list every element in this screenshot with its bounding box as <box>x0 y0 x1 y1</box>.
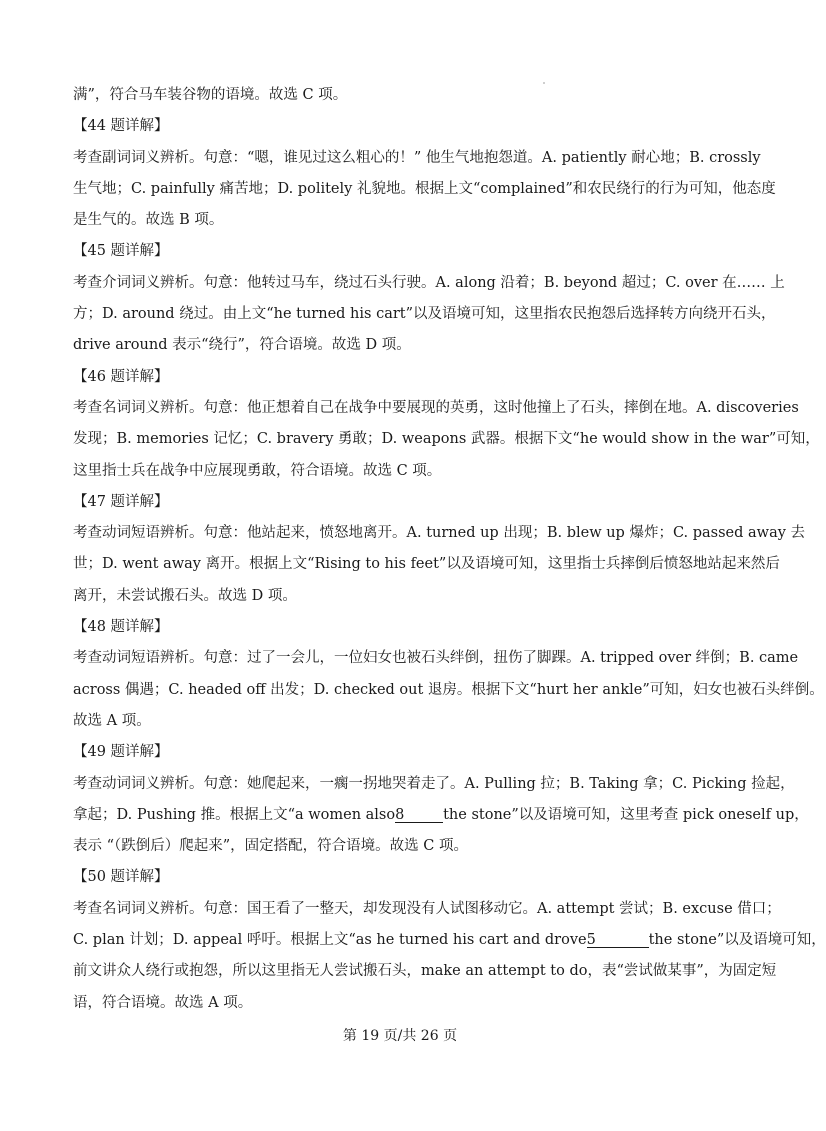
q48-section <box>73 612 824 737</box>
q50-line-1: 考查名词词义辨析。句意：国王看了一整天，却发现没有人试图移动它。A. attempt 尝试；B. excuse 借口； <box>73 900 781 917</box>
q44-title: 【44 题详解】 <box>73 118 169 135</box>
page-number-footer: 第 19 页/共 26 页 <box>342 1028 458 1044</box>
q47-section <box>73 487 806 612</box>
intro-line: 满”，符合马车装谷物的语境。故选 C 项。 <box>73 87 348 103</box>
q48-line-1: 考查动词短语辨析。句意：过了一会儿，一位妇女也被石头绊倒，扭伤了脚踝。A. tripped over 绊倒；B. came <box>73 650 799 667</box>
q48-title: 【48 题详解】 <box>73 619 169 636</box>
explanations-content <box>73 80 826 1019</box>
q50-blank-number: 5 <box>587 933 649 948</box>
q48-line-3: 故选 A 项。 <box>73 712 151 729</box>
q47-title: 【47 题详解】 <box>73 493 169 510</box>
q46-line-2: 发现；B. memories 记忆；C. bravery 勇敢；D. weapons 武器。根据下文“he would show in the war”可知， <box>73 431 820 448</box>
q49-line-3: 表示 “（跌倒后）爬起来”，固定搭配，符合语境。故选 C 项。 <box>73 838 468 855</box>
q49-line-2-end: the stone”以及语境可知，这里考查 pick oneself up， <box>443 806 809 823</box>
q44-line-2: 生气地；C. painfully 痛苦地；D. politely 礼貌地。根据上文“complained”和农民绕行的行为可知，他态度 <box>73 180 776 197</box>
q46-line-1: 考查名词词义辨析。句意：他正想着自己在战争中要展现的英勇，这时他撞上了石头，摔倒在地。A. discoveries <box>73 399 799 416</box>
q44-section <box>73 111 776 236</box>
q47-line-3: 离开，未尝试搬石头。故选 D 项。 <box>73 587 297 604</box>
q49-line-1: 考查动词词义辨析。句意：她爬起来，一瘸一拐地哭着走了。A. Pulling 拉；B. Taking 拿；C. Picking 捡起， <box>73 775 795 792</box>
q45-section <box>73 236 785 361</box>
q44-line-3: 是生气的。故选 B 项。 <box>73 212 224 229</box>
q49-line-2 <box>73 800 809 831</box>
q46-section <box>73 362 820 487</box>
q44-line-1: 考查副词词义辨析。句意：“嗯，谁见过这么粗心的！” 他生气地抱怨道。A. patiently 耐心地；B. crossly <box>73 149 761 166</box>
q49-section <box>73 737 809 862</box>
q50-line-3: 前文讲众人绕行或抱怨，所以这里指无人尝试搬石头，make an attempt to do，表“尝试做某事”，为固定短 <box>73 963 777 980</box>
q48-line-2: across 偶遇；C. headed off 出发；D. checked out 退房。根据下文“hurt her ankle”可知，妇女也被石头绊倒。 <box>73 681 824 698</box>
q50-section <box>73 862 826 1018</box>
q50-line-2 <box>73 925 826 956</box>
q50-title: 【50 题详解】 <box>73 869 169 886</box>
q49-line-2-start: 拿起；D. Pushing 推。根据上文“a women also <box>73 806 396 823</box>
q49-title: 【49 题详解】 <box>73 744 169 761</box>
q46-line-3: 这里指士兵在战争中应展现勇敢，符合语境。故选 C 项。 <box>73 462 442 479</box>
q45-line-1: 考查介词词义辨析。句意：他转过马车，绕过石头行驶。A. along 沿着；B. beyond 超过；C. over 在…… 上 <box>73 274 785 291</box>
q50-line-4: 语，符合语境。故选 A 项。 <box>73 994 253 1011</box>
q45-line-3: drive around 表示“绕行”，符合语境。故选 D 项。 <box>73 337 411 354</box>
q50-line-2-end: the stone”以及语境可知， <box>648 932 826 949</box>
q49-blank-number: 8 <box>395 808 443 823</box>
q45-line-2: 方；D. around 绕过。由上文“he turned his cart”以及语境可知，这里指农民抱怨后选择转方向绕开石头， <box>73 306 776 323</box>
q45-title: 【45 题详解】 <box>73 243 169 260</box>
q50-line-2-start: C. plan 计划；D. appeal 呼吁。根据上文“as he turned his cart and drove <box>73 932 587 949</box>
q47-line-1: 考查动词短语辨析。句意：他站起来，愤怒地离开。A. turned up 出现；B. blew up 爆炸；C. passed away 去 <box>73 525 806 542</box>
q46-title: 【46 题详解】 <box>73 368 169 385</box>
q47-line-2: 世；D. went away 离开。根据上文“Rising to his feet”以及语境可知，这里指士兵摔倒后愤怒地站起来然后 <box>73 556 780 573</box>
